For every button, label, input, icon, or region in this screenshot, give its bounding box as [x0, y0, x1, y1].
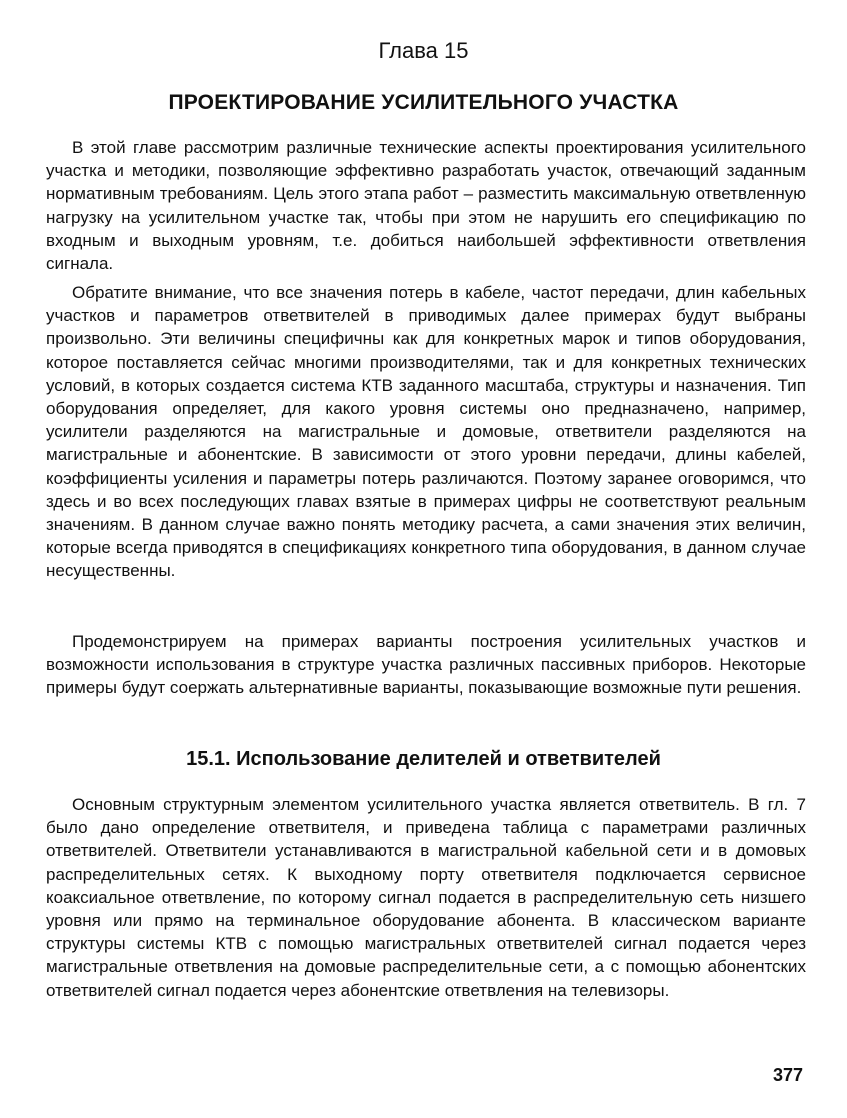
chapter-title: ПРОЕКТИРОВАНИЕ УСИЛИТЕЛЬНОГО УЧАСТКА [168, 91, 679, 114]
page-number: 377 [772, 1065, 803, 1085]
intro-paragraph-3 [46, 630, 806, 700]
paragraph-text: В этой главе рассмотрим различные технические аспекты проектирования усилительного участка и методики, позволяющие эффективно разработать участок, отвечающий заданным нормативным требованиям. Цель этого этапа работ – разместить максимальную ответвленную нагрузку на усилительном участке так, чтобы при этом не нарушить его спецификацию по входным и выходным уровням, т.е. добиться наибольшей эффективности ответвления сигнала. [46, 138, 806, 274]
paragraph-text: Продемонстрируем на примерах варианты построения усилительных участков и возможности использования в структуре участка различных пассивных приборов. Некоторые примеры будут соержать альтернативные варианты, показывающие возможные пути решения. [46, 632, 806, 698]
paragraph-text: Обратите внимание, что все значения потерь в кабеле, частот передачи, длин кабельных участков и параметров ответвителей в приводимых далее примерах будут выбраны произвольно. Эти величины специфичны как для конкретных марок и типов оборудования, которое поставляется сейчас многими производителями, так и для конкретных технических условий, в которых создается система КТВ заданного масштаба, структуры и назначения. Тип оборудования определяет, для какого уровня системы оно предназначено, например, усилители разделяются на магистральные и домовые, ответвители разделяются на магистральные и абонентские. В зависимости от этого уровни передачи, длины кабелей, коэффициенты усиления и параметры потерь различаются. Поэтому заранее оговоримся, что здесь и во всех последующих главах взятые в примерах цифры не соответствуют реальным значениям. В данном случае важно понять методику расчета, а сами значения этих величин, которые всегда приводятся в спецификациях конкретного типа оборудования, в данном случае несущественны. [46, 283, 806, 581]
section-heading: 15.1. Использование делителей и ответвителей [186, 748, 661, 770]
section-paragraph [46, 793, 806, 1002]
paragraph-text: Основным структурным элементом усилительного участка является ответвитель. В гл. 7 было дано определение ответвителя, и приведена таблица с параметрами различных ответвителей. Ответвители устанавливаются в магистральной кабельной сети и в домовых распределительных сетях. К выходному порту ответвителя подключается сервисное коаксиальное ответвление, по которому сигнал подается в распределительную сеть низшего уровня или прямо на терминальное оборудование абонента. В классическом варианте структуры системы КТВ с помощью магистральных ответвителей сигнал подается через магистральные ответвления на домовые распределительные сети, а с помощью абонентских ответвителей сигнал подается через абонентские ответвления на телевизоры. [46, 795, 806, 1000]
intro-paragraph-2 [46, 281, 806, 583]
chapter-label: Глава 15 [378, 38, 469, 63]
intro-paragraph-1 [46, 136, 806, 275]
